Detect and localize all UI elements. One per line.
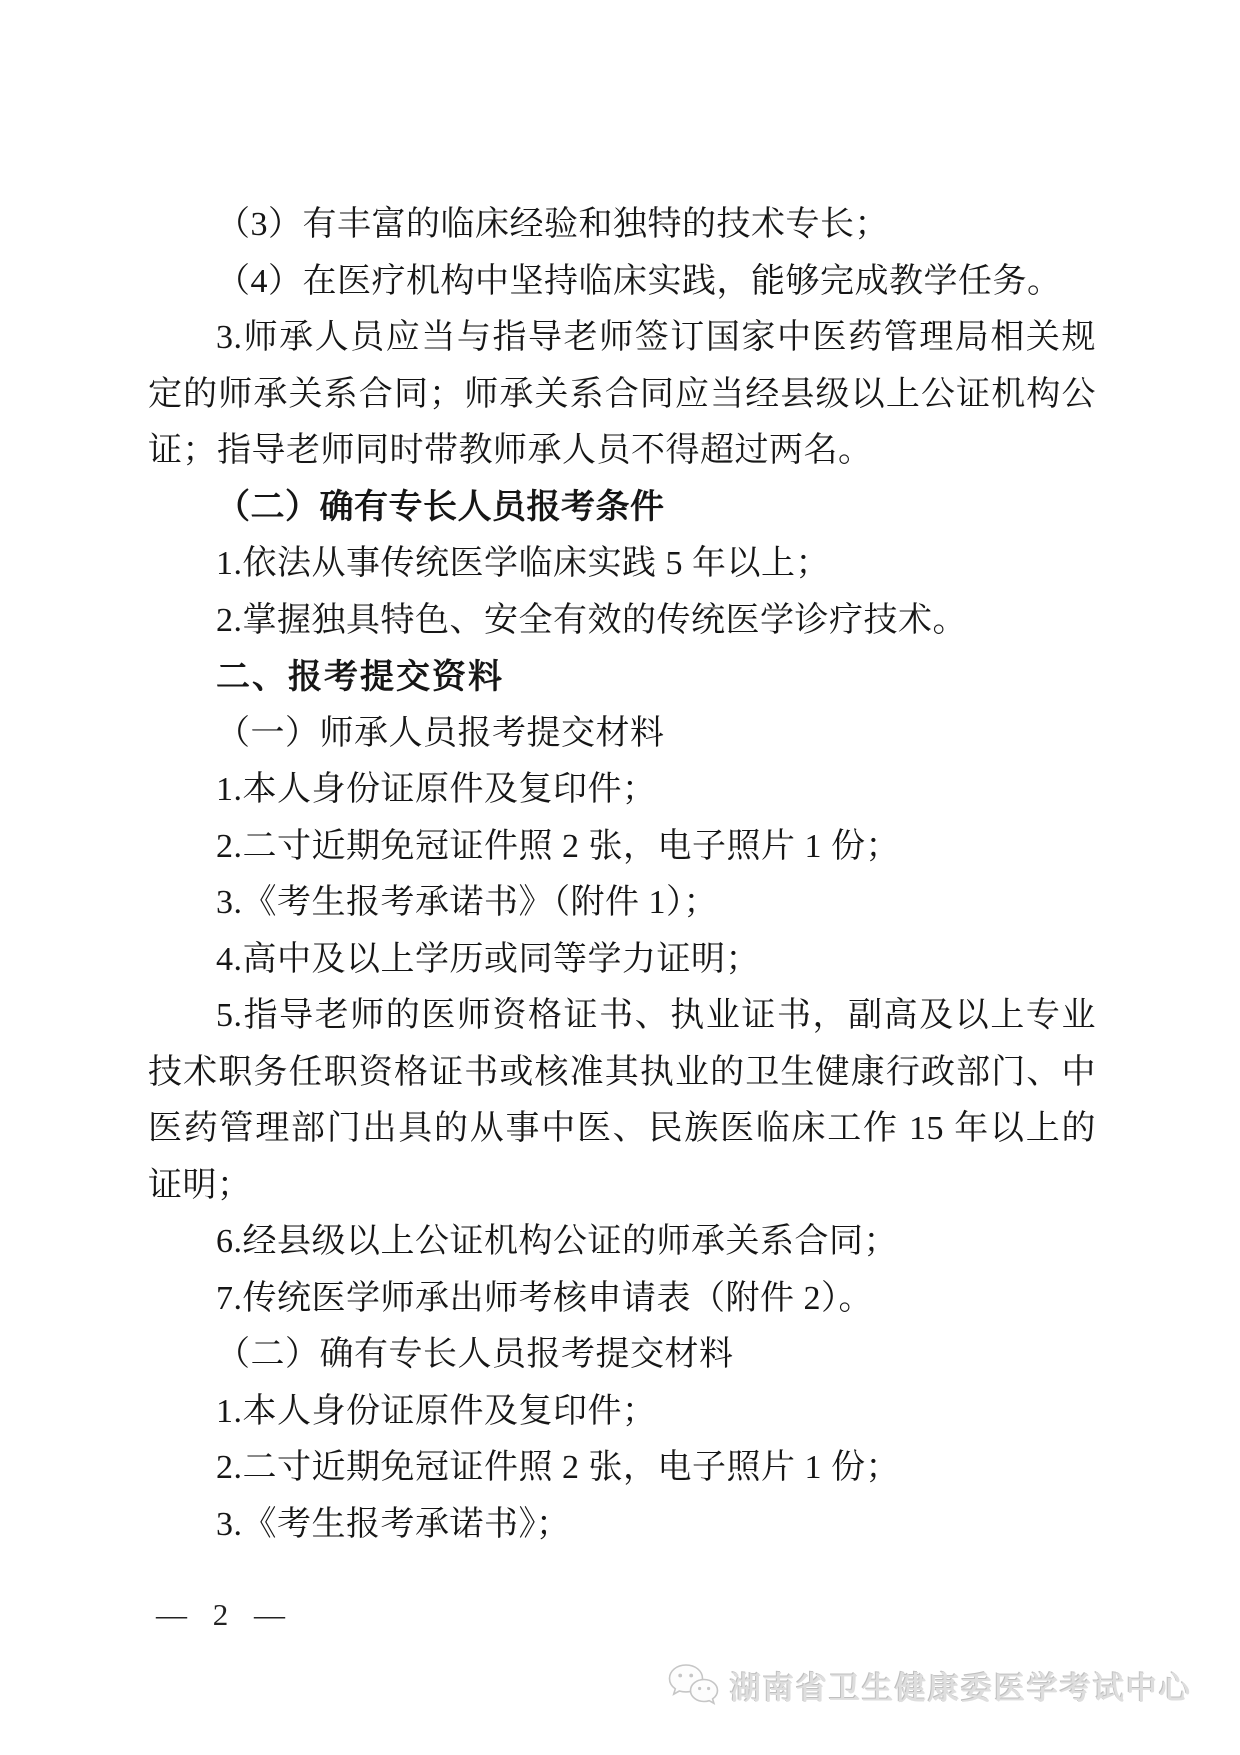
section-subheading: （二）确有专长人员报考提交材料: [216, 1336, 734, 1373]
document-paragraph: 1.本人身份证原件及复印件；: [216, 1392, 657, 1430]
page-number: — 2 —: [156, 1597, 294, 1632]
wechat-icon: [666, 1662, 720, 1708]
section-subheading: （一）师承人员报考提交材料: [216, 714, 665, 752]
document-paragraph: 2.二寸近期免冠证件照 2 张，电子照片 1 份；: [216, 1449, 900, 1486]
document-paragraph: 3.《考生报考承诺书》（附件 1）；: [216, 884, 718, 921]
document-paragraph: 2.掌握独具特色、安全有效的传统医学诊疗技术。: [216, 601, 967, 639]
document-paragraph: 7.传统医学师承出师考核申请表（附件 2）。: [216, 1279, 873, 1317]
document-paragraph: 5.指导老师的医师资格证书、执业证书，副高及以上专业技术职务任职资格证书或核准其执业的卫生健康行政部门、中医药管理部门出具的从事中医、民族医临床工作 15 年以上的证明；: [148, 997, 1096, 1204]
document-paragraph: 3.《考生报考承诺书》；: [216, 1505, 571, 1543]
document-paragraph: （3）有丰富的临床经验和独特的技术专长；: [216, 206, 889, 243]
footer-watermark: [666, 1662, 1192, 1708]
document-paragraph: 2.二寸近期免冠证件照 2 张，电子照片 1 份；: [216, 827, 900, 865]
document-paragraph: 6.经县级以上公证机构公证的师承关系合同；: [216, 1223, 898, 1260]
section-heading: 二、报考提交资料: [216, 658, 504, 696]
document-paragraph: 4.高中及以上学历或同等学力证明；: [216, 940, 760, 978]
document-paragraph: 3.师承人员应当与指导老师签订国家中医药管理局相关规定的师承关系合同；师承关系合同应当经县级以上公证机构公证；指导老师同时带教师承人员不得超过两名。: [148, 319, 1096, 469]
document-paragraph: （4）在医疗机构中坚持临床实践，能够完成教学任务。: [216, 262, 1062, 300]
section-subheading: （二）确有专长人员报考条件: [216, 488, 665, 526]
document-paragraph: 1.依法从事传统医学临床实践 5 年以上；: [216, 545, 830, 582]
document-body: [148, 197, 1096, 1553]
document-paragraph: 1.本人身份证原件及复印件；: [216, 771, 657, 808]
footer-org-name: 湖南省卫生健康委医学考试中心: [730, 1670, 1192, 1706]
